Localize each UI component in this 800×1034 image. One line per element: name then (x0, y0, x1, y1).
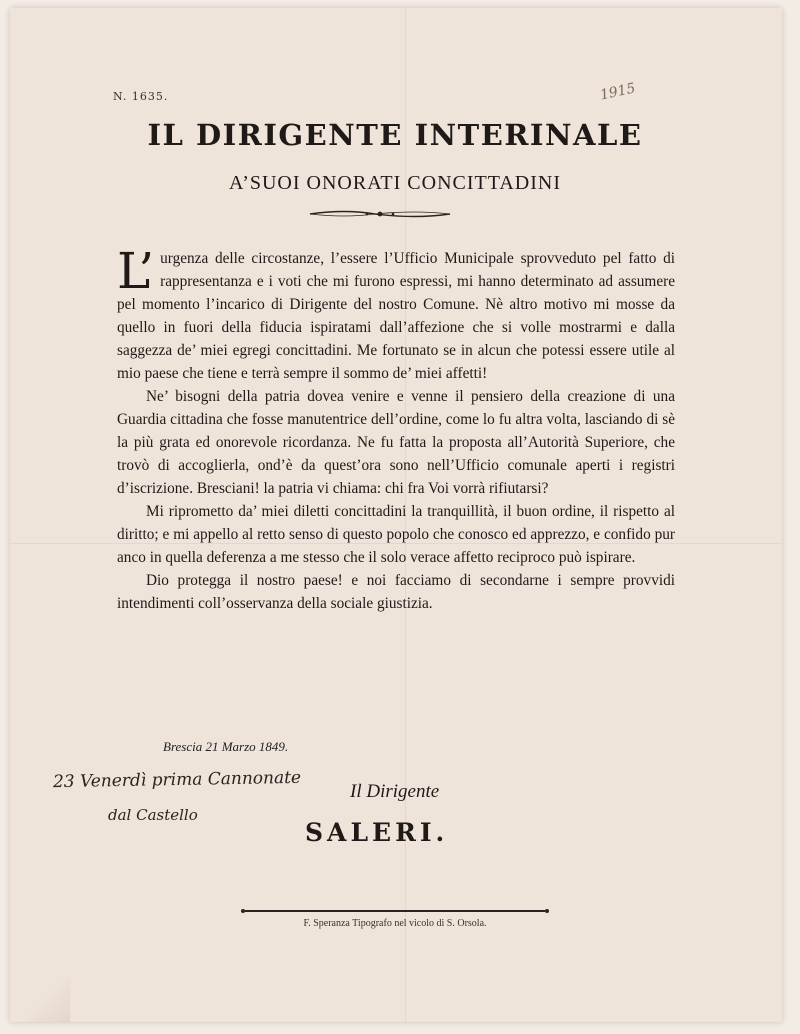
signature-title: Il Dirigente (350, 781, 440, 802)
paragraph-2: Ne’ bisogni della patria dovea venire e venne il pensiero della creazione di una Guardia cittadina che fosse manutentrice dell’ordine, come lo fu altra volta, lasciando di sè la più grata ed onorevole ricordanza. Ne fu fatta la proposta all’Autorità Superiore, che trovò di accoglierla, ond’è da quest’ora sono nell’Ufficio comunale aperti i registri d’iscrizione. Bresciani! la patria vi chiama: chi fra Voi vorrà rifiutarsi? (117, 388, 675, 497)
page-subtitle: A’SUOI ONORATI CONCITTADINI (228, 172, 562, 194)
handwritten-note-line-1: 23 Venerdì prima Cannonate (52, 767, 302, 793)
footer-rule (245, 910, 545, 912)
ornament-divider (305, 207, 455, 221)
signature-name: SALERI. (305, 818, 449, 847)
catalog-note: 1915 (598, 80, 637, 104)
date-line: Brescia 21 Marzo 1849. (163, 739, 289, 754)
document-number: N. 1635. (113, 90, 169, 103)
proclamation-body (117, 242, 675, 615)
page-title: IL DIRIGENTE INTERINALE (147, 118, 643, 152)
handwritten-note-line-2: dal Castello (108, 806, 198, 824)
drop-cap: L’ (117, 242, 155, 300)
printer-imprint: F. Speranza Tipografo nel vicolo di S. Orsola. (303, 918, 487, 929)
paragraph-1 (117, 242, 675, 385)
paper-tear (10, 952, 70, 1022)
paragraph-4: Dio protegga il nostro paese! e noi facciamo di secondarne i sempre provvidi intendimenti coll’osservanza della sociale giustizia. (117, 572, 675, 612)
paragraph-1-text: urgenza delle circostanze, l’essere l’Ufficio Municipale sprovveduto pel fatto di rappresentanza e i voti che mi furono espressi, mi hanno determinato ad assumere pel momento l’incarico di Dirigente del nostro Comune. Nè altro motivo mi mosse da quello in fuori della fiducia ispiratami dall’affezione che si volle mostrarmi e dalla saggezza de’ miei egregi concittadini. Me fortunato se in alcun che potessi essere utile al mio paese che tiene e terrà sempre il sommo de’ miei affetti! (117, 250, 675, 382)
paragraph-3: Mi riprometto da’ miei diletti concittadini la tranquillità, il buon ordine, il rispetto al diritto; e mi appello al retto senso di questo popolo che conosco ed apprezzo, e confido pur anco in quella deferenza a me stesso che il solo verace affetto reciproco può ispirare. (117, 503, 675, 566)
